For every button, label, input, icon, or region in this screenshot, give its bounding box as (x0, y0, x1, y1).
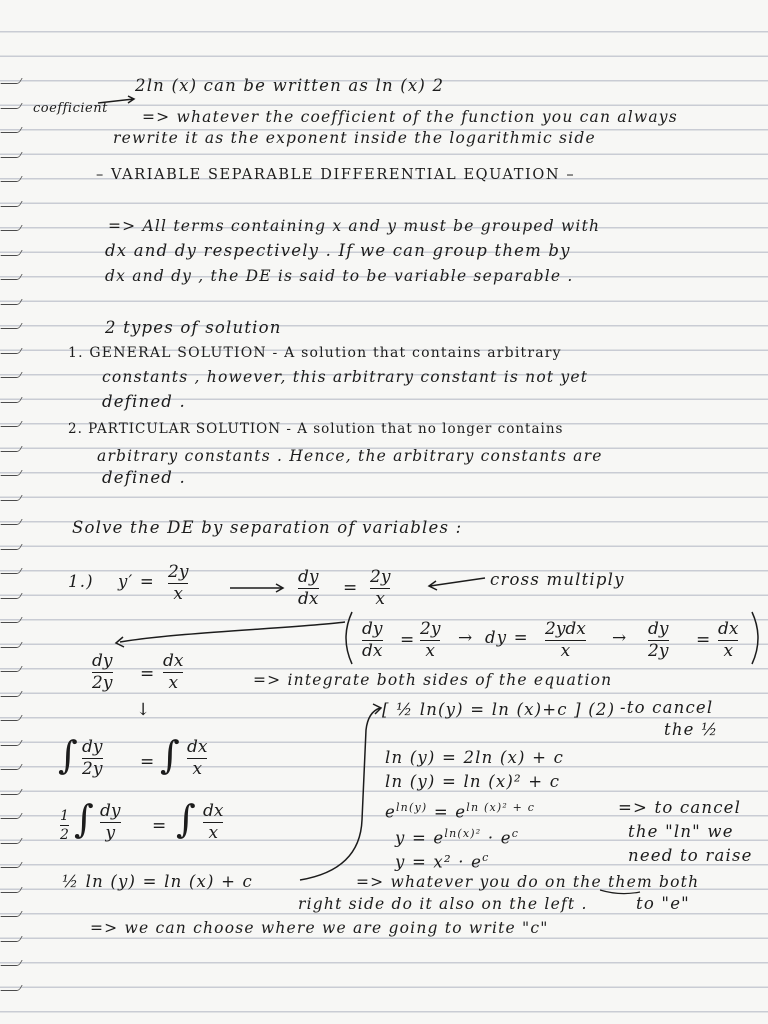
coefficient-label: coefficient (33, 101, 108, 116)
note-line: 1. GENERAL SOLUTION - A solution that contains arbitrary (68, 345, 562, 361)
equals-sign: = (152, 816, 167, 836)
note-line: defined . (102, 468, 186, 487)
fraction: dx x (187, 737, 208, 779)
equation-text: ln (y) = 2ln (x) + c (385, 748, 565, 767)
note-line: constants , however, this arbitrary constant is not yet (102, 368, 589, 386)
fraction: dy 2y (92, 651, 113, 693)
note-line: to "e" (636, 894, 690, 913)
note-line: => All terms containing x and y must be grouped with (108, 217, 601, 235)
equation-text: dy = (485, 628, 529, 647)
fraction: dy y (100, 801, 121, 843)
note-line: 2ln (x) can be written as ln (x) 2 (135, 76, 445, 95)
fraction: 2y x (168, 562, 189, 604)
note-line: => whatever you do on the them both (356, 873, 700, 891)
note-line: => whatever the coefficient of the function you can always (142, 108, 678, 126)
left-paren (346, 612, 352, 664)
cancel-note: need to raise (628, 846, 753, 865)
cancel-note: -to cancel (620, 698, 714, 717)
equals-sign: = (343, 578, 358, 598)
equals-sign: = (140, 752, 155, 772)
equals-sign: = (696, 630, 711, 650)
right-paren (752, 612, 758, 664)
equation-text: $y = x^2 \cdot e^c$ (395, 851, 490, 872)
integral-sign: ∫ (74, 797, 94, 841)
fraction: dx x (203, 801, 224, 843)
example-number: 1.) (68, 572, 94, 591)
equation-text: $e^{ln(y)} = e^{ln (x)^2 + c}$ (385, 801, 536, 822)
note-line: defined . (102, 392, 186, 411)
equals-sign: = (140, 664, 155, 684)
equation-text: ln (y) = ln (x)² + c (385, 772, 561, 791)
note-line: dx and dy respectively . If we can group them by (105, 241, 571, 260)
fraction: dx x (718, 619, 739, 661)
fraction: 1 2 (60, 808, 69, 843)
arrow-symbol: → (612, 628, 627, 648)
equation-text: ½ ln (y) = ln (x) + c (62, 872, 253, 891)
note-line: => we can choose where we are going to write "c" (90, 919, 549, 937)
arrow-symbol: → (458, 628, 473, 648)
integral-sign: ∫ (160, 733, 180, 777)
fraction: 2ydx x (545, 619, 586, 661)
equals-sign: = (400, 630, 415, 650)
cancel-note: the "ln" we (628, 822, 734, 841)
equation-text: [ ½ ln(y) = ln (x)+c ] (2) (382, 700, 616, 719)
flow-bracket (300, 708, 380, 880)
note-line: 2. PARTICULAR SOLUTION - A solution that no longer contains (68, 421, 564, 437)
cancel-note: => to cancel (618, 798, 742, 817)
cross-multiply-arrow (430, 578, 485, 586)
fraction: 2y x (370, 567, 391, 609)
note-line: 2 types of solution (105, 318, 282, 337)
fraction: dy 2y (82, 737, 103, 779)
curved-arrow (120, 622, 345, 642)
fraction: 2y x (420, 619, 441, 661)
note-line: arbitrary constants . Hence, the arbitrary constants are (97, 447, 603, 465)
fraction: dy 2y (648, 619, 669, 661)
fraction: dy dx (298, 567, 319, 609)
fraction: dy dx (362, 619, 383, 661)
down-arrow: ↓ (136, 700, 151, 720)
integral-sign: ∫ (58, 733, 78, 777)
fraction: dx x (163, 651, 184, 693)
note-line: dx and dy , the DE is said to be variable separable . (105, 267, 574, 285)
note-line: => integrate both sides of the equation (253, 671, 613, 689)
note-line: Solve the DE by separation of variables : (72, 518, 463, 537)
note-line: right side do it also on the left . (298, 895, 588, 913)
cancel-note: the ½ (664, 720, 719, 739)
equation-text: y′ = (118, 572, 155, 591)
integral-sign: ∫ (176, 797, 196, 841)
cross-multiply-note: cross multiply (490, 570, 625, 589)
note-line: rewrite it as the exponent inside the logarithmic side (113, 129, 596, 147)
equation-text: $y = e^{ln(x)^2} \cdot e^c$ (395, 827, 520, 848)
section-heading: – VARIABLE SEPARABLE DIFFERENTIAL EQUATION – (96, 167, 576, 183)
